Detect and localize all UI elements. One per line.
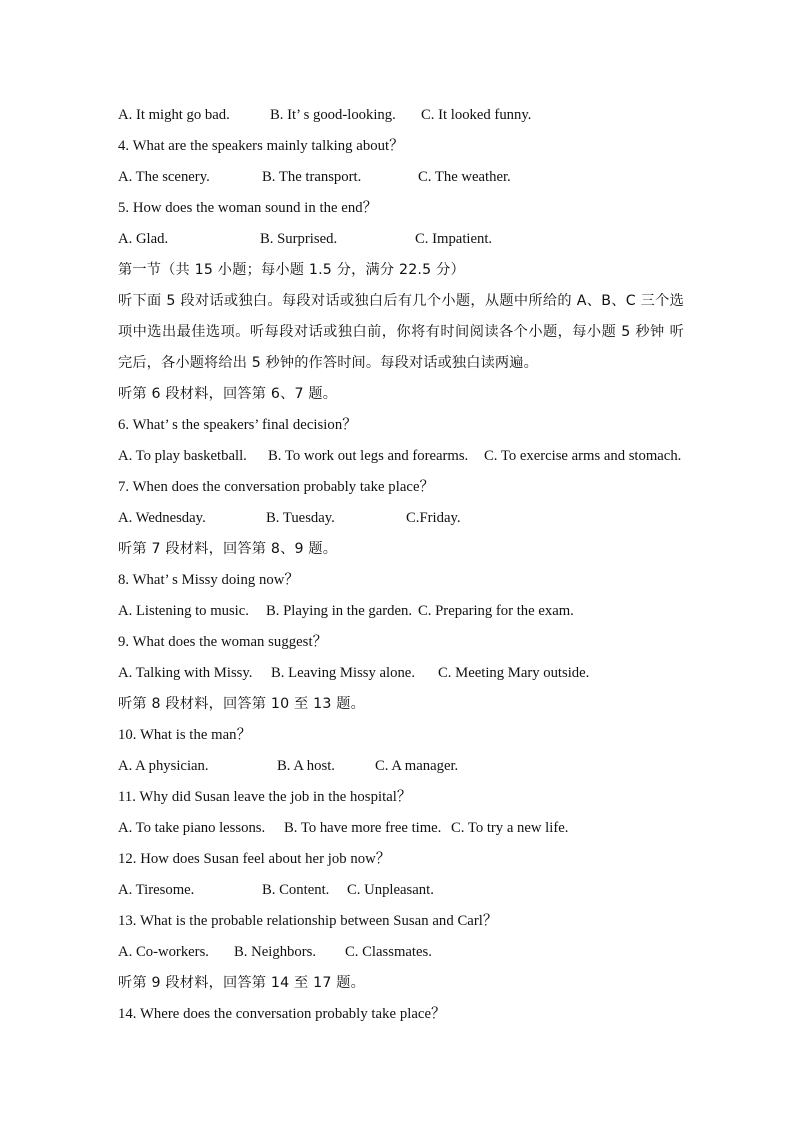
question-stem-8: 8. What’ s Missy doing now？: [118, 572, 300, 588]
option-row-q3: [118, 100, 684, 131]
option-b: B. Neighbors.: [234, 944, 317, 960]
option-a: A. Co-workers.: [118, 944, 209, 960]
option-a: A. Wednesday.: [118, 510, 206, 526]
option-a: A. To take piano lessons.: [118, 820, 266, 836]
option-b: B. Surprised.: [260, 231, 338, 247]
option-a: A. To play basketball.: [118, 448, 247, 464]
question-stem-4: 4. What are the speakers mainly talking about？: [118, 138, 404, 154]
instruction-paragraph: 听下面 5 段对话或独白。每段对话或独白后有几个小题，从题中所给的 A、B、C 三个选项中选出最佳选项。听每段对话或独白前，你将有时间阅读各个小题，每小题 5 秒钟 听完后，各小题将给出 5 秒钟的作答时间。每段对话或独白读两遍。: [118, 293, 684, 371]
option-c: C. Meeting Mary outside.: [438, 665, 590, 681]
question-stem-11: 11. Why did Susan leave the job in the hospital？: [118, 789, 412, 805]
option-a: A. Glad.: [118, 231, 169, 247]
option-row-q10: [118, 751, 684, 782]
question-stem-13: 13. What is the probable relationship between Susan and Carl？: [118, 913, 498, 929]
option-c: C. It looked funny.: [421, 107, 532, 123]
option-b: B. Content.: [262, 882, 330, 898]
option-row-q4: [118, 162, 684, 193]
option-a: A. Listening to music.: [118, 603, 249, 619]
option-c: C. Impatient.: [415, 231, 493, 247]
option-c: C.Friday.: [406, 510, 461, 526]
question-stem-6: 6. What’ s the speakers’ final decision？: [118, 417, 357, 433]
material-notice-9: 听第 9 段材料，回答第 14 至 17 题。: [118, 975, 366, 991]
option-b: B. A host.: [277, 758, 335, 774]
option-b: B. Playing in the garden.: [266, 603, 413, 619]
option-a: A. The scenery.: [118, 169, 210, 185]
question-stem-9: 9. What does the woman suggest？: [118, 634, 328, 650]
option-c: C. To try a new life.: [451, 820, 569, 836]
question-stem-10: 10. What is the man？: [118, 727, 252, 743]
option-row-q5: [118, 224, 684, 255]
option-c: C. Unpleasant.: [347, 882, 434, 898]
material-notice-8: 听第 8 段材料，回答第 10 至 13 题。: [118, 696, 366, 712]
option-row-q8: [118, 596, 684, 627]
option-b: B. Tuesday.: [266, 510, 335, 526]
option-row-q13: [118, 937, 684, 968]
option-c: C. A manager.: [375, 758, 459, 774]
option-a: A. Talking with Missy.: [118, 665, 253, 681]
option-a: A. Tiresome.: [118, 882, 195, 898]
option-c: C. Preparing for the exam.: [418, 603, 574, 619]
question-stem-7: 7. When does the conversation probably take place？: [118, 479, 435, 495]
option-b: B. It’ s good-looking.: [270, 107, 396, 123]
option-c: C. Classmates.: [345, 944, 432, 960]
option-b: B. To work out legs and forearms.: [268, 448, 469, 464]
option-a: A. It might go bad.: [118, 107, 230, 123]
option-row-q11: [118, 813, 684, 844]
material-notice-7: 听第 7 段材料，回答第 8、9 题。: [118, 541, 338, 557]
option-row-q9: [118, 658, 684, 689]
section-heading: 第一节（共 15 小题；每小题 1.5 分，满分 22.5 分）: [118, 262, 465, 278]
option-row-q7: [118, 503, 684, 534]
option-row-q12: [118, 875, 684, 906]
exam-content: [118, 100, 684, 1030]
question-stem-12: 12. How does Susan feel about her job now？: [118, 851, 391, 867]
question-stem-5: 5. How does the woman sound in the end？: [118, 200, 378, 216]
question-stem-14: 14. Where does the conversation probably take place？: [118, 1006, 446, 1022]
option-c: C. The weather.: [418, 169, 511, 185]
option-row-q6: [118, 441, 684, 472]
option-c: C. To exercise arms and stomach.: [484, 448, 682, 464]
option-a: A. A physician.: [118, 758, 209, 774]
material-notice-6: 听第 6 段材料，回答第 6、7 题。: [118, 386, 338, 402]
option-b: B. The transport.: [262, 169, 362, 185]
option-b: B. Leaving Missy alone.: [271, 665, 415, 681]
option-b: B. To have more free time.: [284, 820, 442, 836]
